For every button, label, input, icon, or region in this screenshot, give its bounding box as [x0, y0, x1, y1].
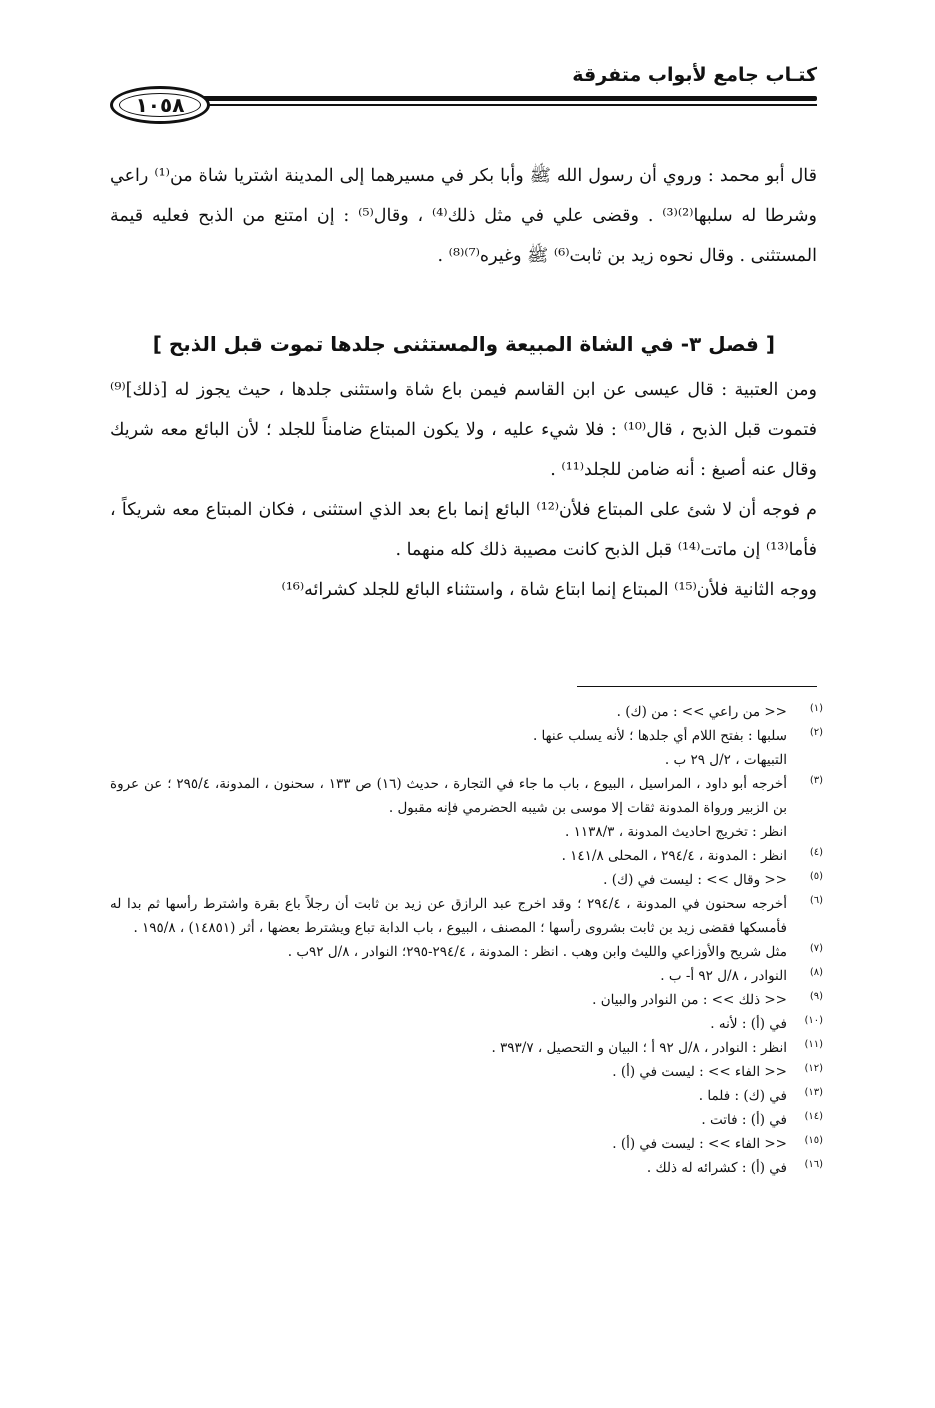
footnote-line: مثل شريح والأوزاعي والليث وابن وهب . انظر : المدونة ، ٢٩٤/٤-٢٩٥؛ النوادر ، ٨/ل ٩٢ب .	[287, 944, 787, 960]
paragraph-4-text: ووجه الثانية فلأن⁽¹⁵⁾ المبتاع إنما ابتاع شاة ، واستثناء البائع للجلد كشرائه⁽¹⁶⁾	[281, 580, 817, 600]
footnote-number: (١١)	[804, 1039, 823, 1050]
footnote-line: في (أ) : كشرائه له ذلك .	[646, 1160, 787, 1176]
footnote-number: (٥)	[809, 871, 823, 882]
footnote-number: (١٠)	[804, 1015, 823, 1026]
footnote-number: (١٣)	[804, 1087, 823, 1098]
footnote-item	[110, 892, 823, 940]
paragraph-4	[110, 570, 817, 610]
footnote-line: التبيهات ، ٢/ل ٢٩ ب .	[664, 752, 787, 768]
footnote-line: النوادر ، ٨/ل ٩٢ أ- ب .	[660, 968, 787, 984]
footnote-text	[110, 1060, 787, 1084]
footnote-text	[110, 1036, 787, 1060]
paragraph-3-text: م فوجه أن لا شئ على المبتاع فلأن⁽¹²⁾ البائع إنما باع بعد الذي استثنى ، فكان المبتاع معه شريكاً ، فأما⁽¹³⁾ إن ماتت⁽¹⁴⁾ قبل الذبح كانت مصيبة ذلك كله منهما .	[110, 500, 817, 560]
footnote-number: (٧)	[809, 943, 823, 954]
footnote-line: << الفاء >> : ليست في (أ) .	[612, 1064, 787, 1080]
footnote-line: انظر : المدونة ، ٢٩٤/٤ ، المحلى ١٤١/٨ .	[561, 848, 787, 864]
page-number: ١٠٥٨	[135, 93, 185, 117]
header-rule	[200, 96, 817, 101]
footnote-number: (٣)	[809, 775, 823, 786]
footnote-text	[110, 700, 787, 724]
footnote-line: انظر : النوادر ، ٨/ل ٩٢ أ ؛ البيان و التحصيل ، ٣٩٣/٧ .	[491, 1040, 787, 1056]
footnote-text	[110, 844, 787, 868]
footnotes	[110, 700, 823, 1180]
footnote-text	[110, 988, 787, 1012]
page-number-badge-inner-ring	[119, 93, 201, 117]
footnote-text	[110, 1084, 787, 1108]
footnote-item	[110, 940, 823, 964]
footnote-text	[110, 772, 787, 844]
footnote-line: في (ك) : فلما .	[698, 1088, 787, 1104]
footnote-number: (١٦)	[804, 1159, 823, 1170]
footnote-text	[110, 724, 787, 772]
footnote-line: << من راعي >> : من (ك) .	[616, 704, 787, 720]
footnote-number: (١٥)	[804, 1135, 823, 1146]
footnote-number: (١٤)	[804, 1111, 823, 1122]
footnote-line: أخرجه سحنون في المدونة ، ٢٩٤/٤ ؛ وقد اخرج عبد الرازق عن زيد بن ثابت أن رجلاً باع بقرة واشترط رأسها ثم بدا له فأمسكها فقضى زيد بن ثابت بشروى رأسها ؛ المصنف ، البيوع ، باب الدابة تباع ويشترط بعضها ، أثر (١٤٨٥١) ، ١٩٥/٨ .	[110, 896, 787, 936]
header-rule-thin	[200, 104, 817, 106]
running-header-title: كتـاب جامع لأبواب متفرقة	[572, 64, 817, 86]
footnote-item	[110, 1084, 823, 1108]
footnote-text	[110, 1156, 787, 1180]
footnote-item	[110, 1036, 823, 1060]
footnote-item	[110, 1108, 823, 1132]
footnote-line: في (أ) : فاتت .	[701, 1112, 787, 1128]
footnote-item	[110, 1156, 823, 1180]
footnote-line: سلبها : بفتح اللام أي جلدها ؛ لأنه يسلب عنها .	[532, 728, 787, 744]
footnote-item	[110, 988, 823, 1012]
footnote-line: << الفاء >> : ليست في (أ) .	[612, 1136, 787, 1152]
footnote-number: (٦)	[809, 895, 823, 906]
footnote-line: << ذلك >> : من النوادر والبيان .	[592, 992, 787, 1008]
footnote-item	[110, 844, 823, 868]
footnote-line: انظر : تخريج احاديث المدونة ، ١١٣٨/٣ .	[565, 824, 787, 840]
paragraph-3	[110, 490, 817, 570]
footnote-text	[110, 964, 787, 988]
footnote-text	[110, 1132, 787, 1156]
section-heading: [ فصل ٣- في الشاة المبيعة والمستثنى جلدها تموت قبل الذبح ]	[152, 332, 775, 356]
footnote-number: (٢)	[809, 727, 823, 738]
footnote-text	[110, 868, 787, 892]
paragraph-2-text: ومن العتبية : قال عيسى عن ابن القاسم فيمن باع شاة واستثنى جلدها ، حيث يجوز له [ذلك]⁽⁹⁾ فتموت قبل الذبح ، قال⁽¹⁰⁾ : فلا شيء عليه ، ولا يكون المبتاع ضامناً للجلد ؛ لأن البائع معه شريك وقال عنه أصبغ : أنه ضامن للجلد⁽¹¹⁾ .	[110, 380, 817, 480]
footnote-item	[110, 868, 823, 892]
footnote-text	[110, 940, 787, 964]
footnote-number: (٤)	[809, 847, 823, 858]
page-number-badge	[110, 86, 210, 124]
footnote-number: (١٢)	[804, 1063, 823, 1074]
footnote-text	[110, 1108, 787, 1132]
footnote-number: (٨)	[809, 967, 823, 978]
footnote-item	[110, 1060, 823, 1084]
footnote-number: (٩)	[809, 991, 823, 1002]
footnote-number: (١)	[809, 703, 823, 714]
footnote-item	[110, 1132, 823, 1156]
footnote-line: في (أ) : لأنه .	[710, 1016, 787, 1032]
footnote-item	[110, 1012, 823, 1036]
footnote-text	[110, 892, 787, 940]
footnote-item	[110, 964, 823, 988]
footnote-item	[110, 772, 823, 844]
paragraph-1-text: قال أبو محمد : وروي أن رسول الله ﷺ وأبا بكر في مسيرهما إلى المدينة اشتريا شاة من⁽¹⁾ راعي وشرطا له سلبها⁽²⁾⁽³⁾ . وقضى علي في مثل ذلك⁽⁴⁾ ، وقال⁽⁵⁾ : إن امتنع من الذبح فعليه قيمة المستثنى . وقال نحوه زيد بن ثابت⁽⁶⁾ ﷺ وغيره⁽⁷⁾⁽⁸⁾ .	[110, 166, 818, 266]
footnote-text	[110, 1012, 787, 1036]
paragraph-2	[110, 370, 817, 490]
footnote-line: << وقال >> : ليست في (ك) .	[603, 872, 787, 888]
footnote-separator	[577, 686, 817, 687]
footnote-item	[110, 700, 823, 724]
footnote-item	[110, 724, 823, 772]
footnote-line: أخرجه أبو داود ، المراسيل ، البيوع ، باب ما جاء في التجارة ، حديث (١٦) ص ١٣٣ ، سحنون ، المدونة، ٢٩٥/٤ ؛ عن عروة بن الزبير ورواة المدونة ثقات إلا موسى بن شيبه الحضرمي فإنه مقبول .	[110, 776, 787, 816]
paragraph-1	[110, 156, 817, 276]
